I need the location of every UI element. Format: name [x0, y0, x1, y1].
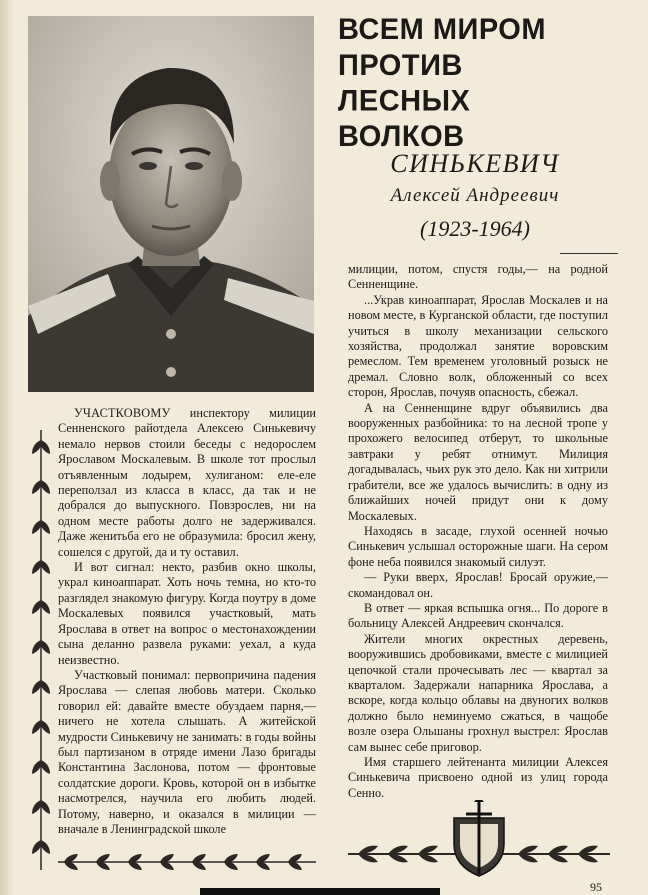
article-paragraph: Участковый понимал: первопричина падения Ярослава — слепая любовь матери. Сколько говорил ей: давайте вместе обуздаем парня,— ничего не хотела слышать. А житейской мудрости Синькевичу не занимать: в годы войны был партизаном в отряде имени Лазо бригады Константина Заслонова, потом — фронтовые солдатские дороги. Кровь, которой он в избытке насмотрелся, научила его любить людей. Потому, наверно, и оказался в милиции — вначале в Ленинградской школе	[58, 667, 316, 836]
title-line: ВОЛКОВ	[338, 120, 465, 154]
article-paragraph: Находясь в засаде, глухой осенней ночью Синькевич услышал осторожные шаги. На сером фоне неба появился знакомый силуэт.	[348, 523, 608, 569]
article-paragraph	[58, 406, 316, 560]
article-paragraph: Жители многих окрестных деревень, вооружившись дробовиками, вместе с милицией цепочкой стали прочесывать лес — квартал за кварталом. Задержали напарника Ярослава, а вскоре, когда кольцо облавы на двуногих волков должно было неминуемо сжаться, в чащобе возле озера Ольшаны грохнул выстрел: Ярослав сам вынес себе приговор.	[348, 631, 608, 754]
article-paragraph: В ответ — яркая вспышка огня... По дороге в больницу Алексей Андреевич скончался.	[348, 600, 608, 631]
byline-name: Алексей Андреевич	[390, 185, 560, 206]
article-title	[338, 13, 628, 156]
laurel-border-ornament-icon	[58, 854, 316, 870]
article-paragraph: А на Сенненщине вдруг объявились два вооруженных разбойника: то на лесной тропе у прохожего велосипед отберут, то школьные завтраки у ребят отнимут. Милиция догадывалась, чьих рук это дело. Как ни хитрили грабители, все же удалось вычислить: в одну из ближайших ночей придут они к дому Москалевых.	[348, 400, 608, 523]
article-paragraph: милиции, потом, спустя годы,— на родной Сенненщине.	[348, 262, 608, 292]
portrait-photo	[28, 16, 314, 392]
paragraph-text: инспектору милиции Сенненского райотдела Алексею Синькевичу немало нервов стоили беседы с недорослем Ярославом Москалевым. В школе тот прослыл отъявленным лодырем, хулиганом: еле-еле переползал из класса в класс, да так и не добрался до выпускного. Повзрослев, ни на одном месте работы долго не задерживался. Даже женитьба его не образумила: бросил жену, сошелся с другой, да и ту оставил.	[58, 406, 316, 559]
title-line: ВСЕМ МИРОМ	[338, 13, 547, 47]
byline-divider	[560, 253, 618, 254]
title-line: ПРОТИВ	[338, 49, 463, 82]
article-paragraph: ...Украв киноаппарат, Ярослав Москалев и на новом месте, в Курганской области, где поступил учиться в школу механизации сельского хозяйства, продолжал занятие воровским ремеслом. Тем временем уголовный розыск не дремал. Словно волк, обложенный со всех сторон, Ярослав, почуяв опасность, сбежал.	[348, 292, 608, 400]
article-paragraph: — Руки вверх, Ярослав! Бросай оружие,— скомандовал он.	[348, 570, 608, 600]
page-number: 95	[590, 880, 602, 894]
scan-edge-bar	[200, 888, 440, 895]
article-column-right	[348, 262, 608, 801]
article-paragraph: Имя старшего лейтенанта милиции Алексея Синькевича присвоено одной из улиц города Сенно.	[348, 755, 608, 800]
article-column-left	[58, 406, 316, 837]
paragraph-lead-word: УЧАСТКОВОМУ	[74, 406, 171, 420]
byline-years: (1923-1964)	[420, 216, 530, 241]
article-paragraph: И вот сигнал: некто, разбив окно школы, украл киноаппарат. Хоть ночь темна, но кто-то разглядел знакомую фигуру. Когда поутру в доме Москалевых появился участковый, мать Ярослава в ответ на вопрос о местонахождении сына деланно развела руками: уехал, а куда неизвестно.	[58, 560, 316, 667]
byline-surname: СИНЬКЕВИЧ	[390, 149, 560, 178]
laurel-vine-ornament-icon	[30, 430, 52, 870]
title-line: ЛЕСНЫХ	[338, 85, 471, 118]
shield-sword-laurel-emblem-icon	[348, 800, 610, 880]
byline	[330, 148, 620, 246]
page-binding-shadow	[0, 0, 14, 895]
